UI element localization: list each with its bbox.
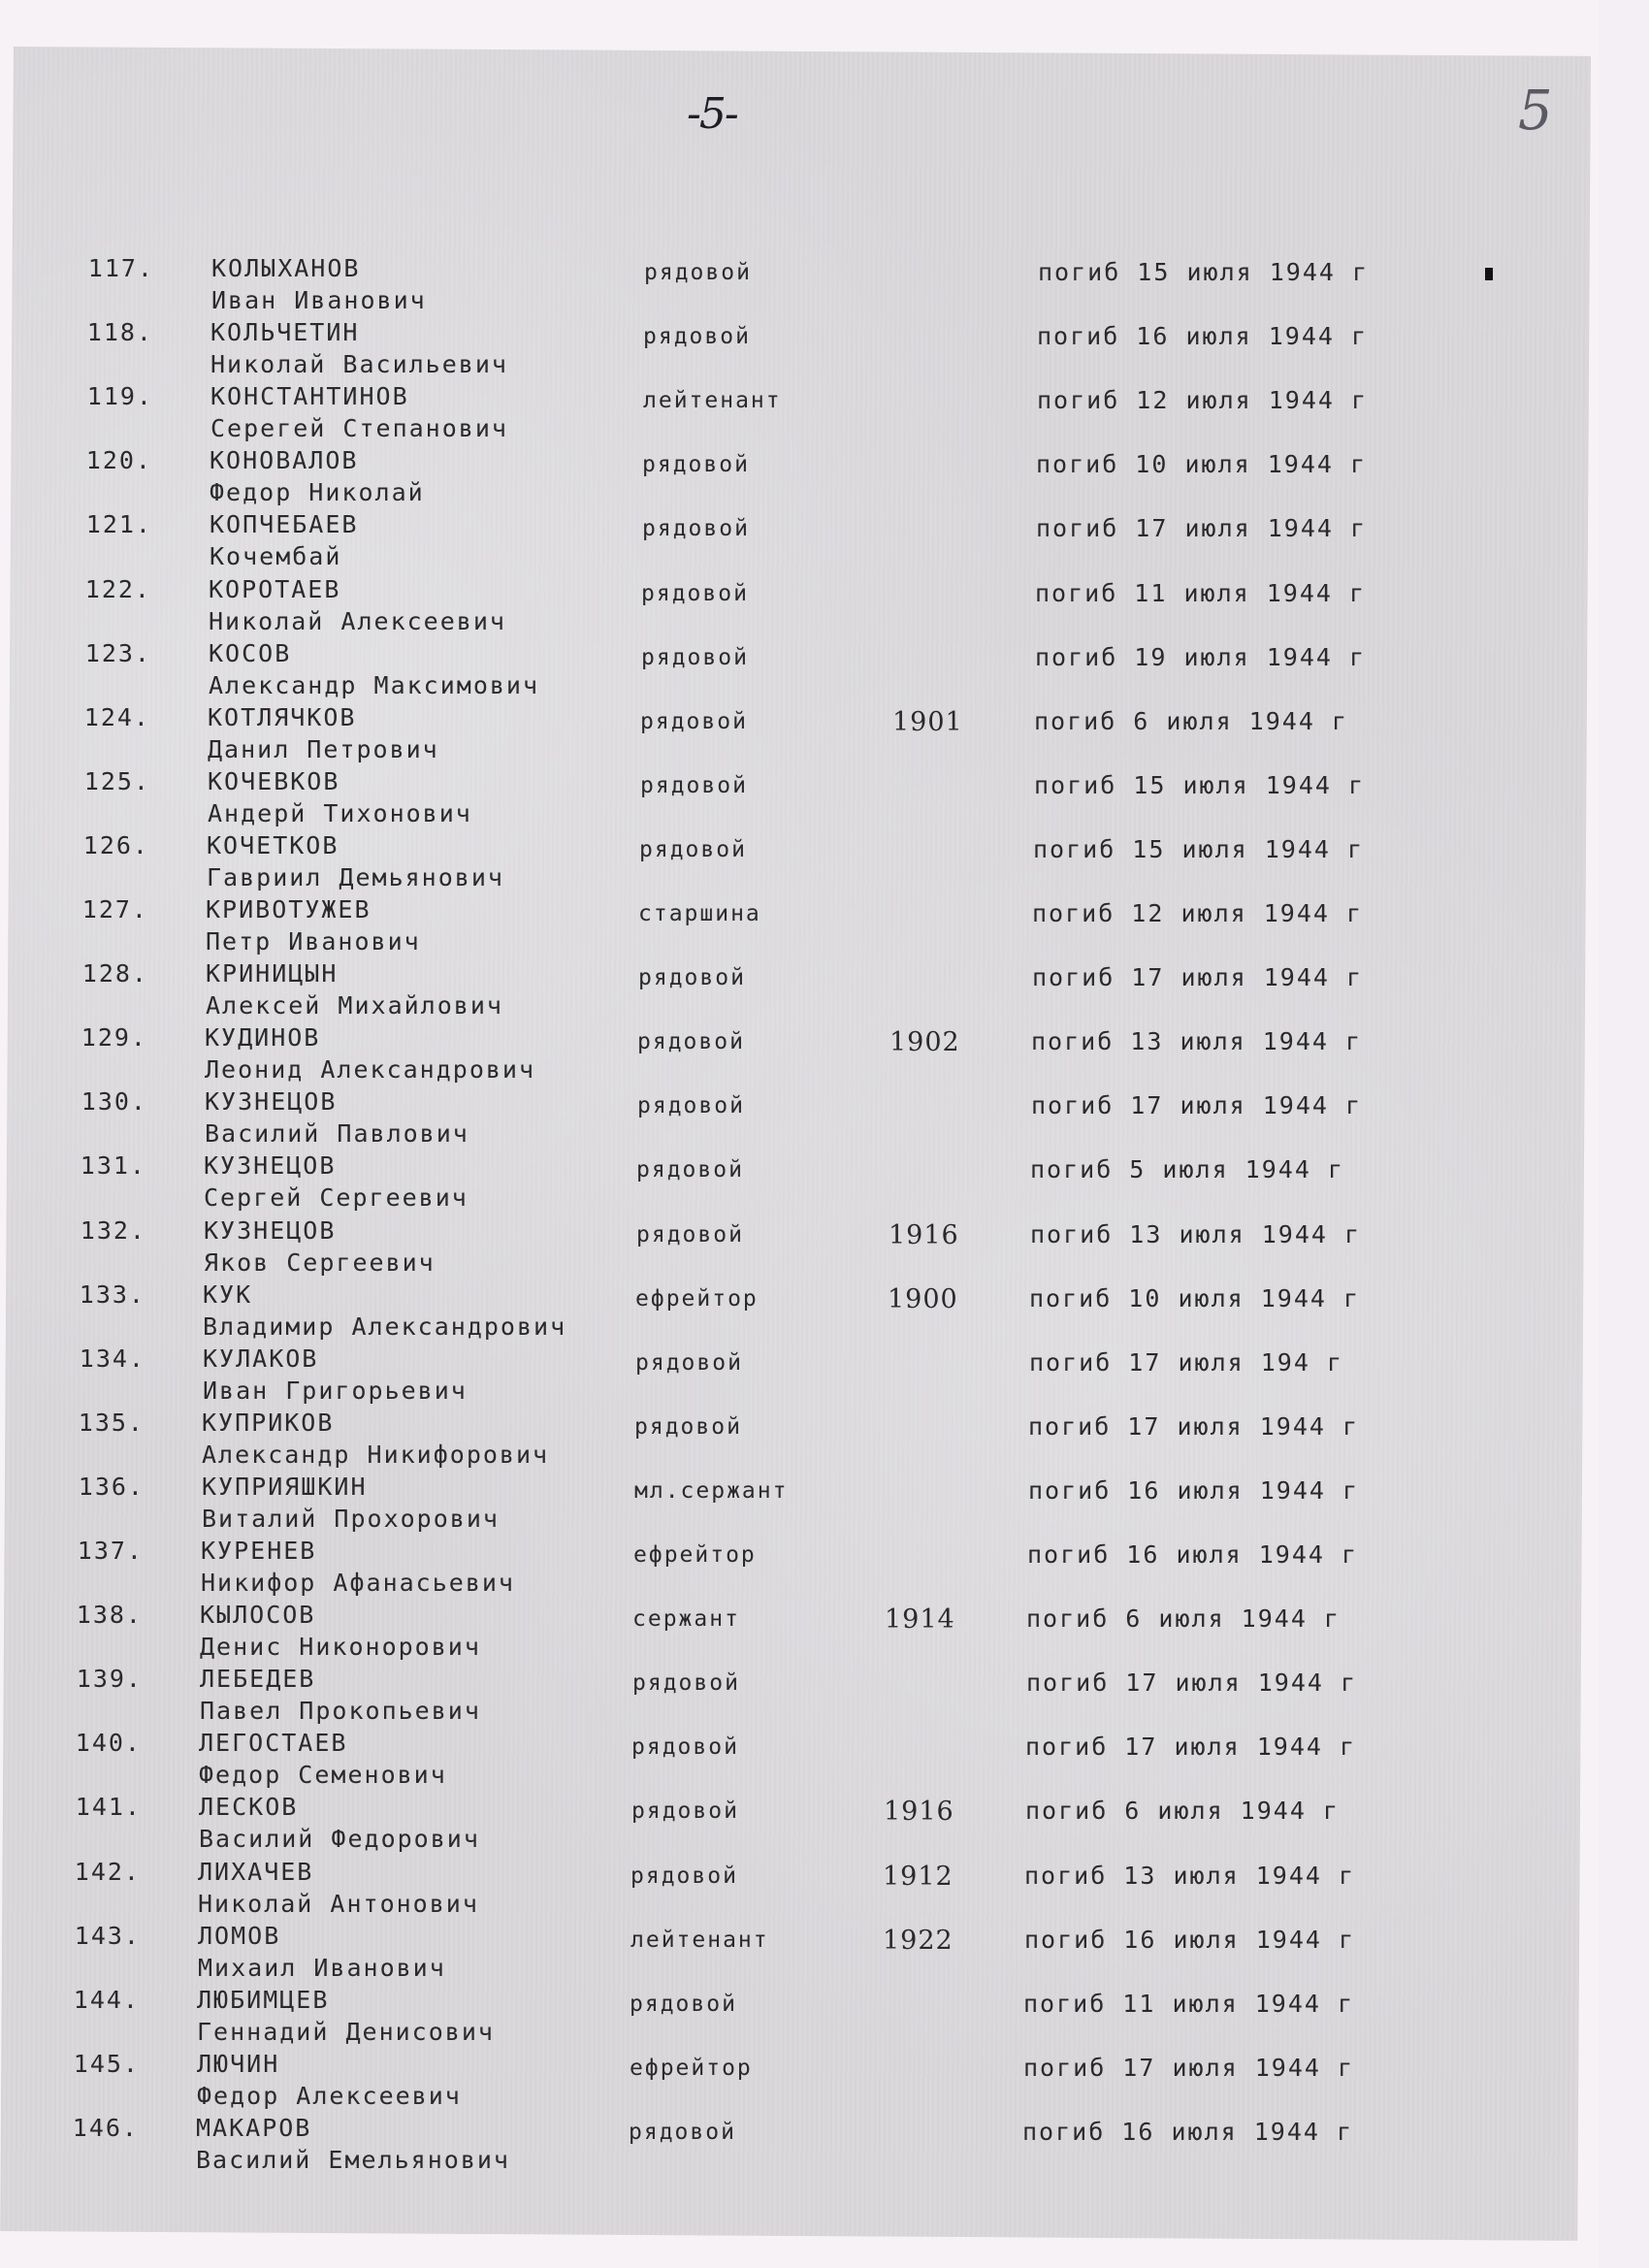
- entry-surname: КРИВОТУЖЕВ: [206, 895, 372, 923]
- list-entry: [0, 895, 1649, 959]
- entry-death-date: погиб 17 июля 1944 г: [1023, 2053, 1355, 2082]
- entry-number: 121.: [85, 510, 152, 539]
- entry-given-name: Сергей Сергеевич: [204, 1183, 469, 1213]
- entry-surname: КРИНИЦЫН: [206, 959, 339, 988]
- entry-death-date: погиб 13 июля 1944 г: [1024, 1861, 1356, 1890]
- entry-surname: ЛЮБИМЦЕВ: [197, 1985, 330, 2014]
- entry-number: 145.: [73, 2049, 140, 2078]
- entry-number: 146.: [72, 2113, 139, 2142]
- entry-rank: рядовой: [631, 1798, 739, 1825]
- entry-given-name: Николай Алексеевич: [209, 606, 506, 635]
- entry-number: 135.: [78, 1408, 145, 1437]
- list-entry: [0, 1793, 1649, 1857]
- entry-death-date: погиб 15 июля 1944 г: [1034, 770, 1366, 799]
- entry-rank: рядовой: [636, 1221, 744, 1247]
- entry-rank: рядовой: [642, 452, 750, 478]
- entry-birth-year: 1916: [884, 1797, 954, 1828]
- entry-given-name: Федор Семенович: [199, 1761, 447, 1790]
- entry-number: 129.: [81, 1023, 147, 1053]
- entry-given-name: Василий Федорович: [199, 1825, 480, 1854]
- entry-number: 120.: [85, 446, 152, 475]
- entry-surname: КОЧЕТКОВ: [207, 830, 340, 859]
- list-entry: [0, 1409, 1649, 1473]
- entry-number: 126.: [82, 830, 149, 859]
- entry-given-name: Геннадий Денисович: [197, 2017, 495, 2046]
- list-entry: [0, 1858, 1649, 1922]
- entry-surname: МАКАРОВ: [196, 2113, 312, 2142]
- entry-surname: КОСОВ: [209, 638, 292, 667]
- entry-given-name: Гавриил Демьянович: [207, 862, 504, 891]
- entry-number: 130.: [81, 1087, 147, 1117]
- entry-death-date: погиб 16 июля 1944 г: [1028, 1475, 1360, 1505]
- entry-rank: рядовой: [641, 580, 749, 606]
- entry-number: 134.: [79, 1344, 146, 1373]
- entry-given-name: Алексей Михайлович: [206, 991, 503, 1021]
- entry-surname: КУПРИЯШКИН: [202, 1472, 368, 1501]
- list-entry: [0, 703, 1649, 767]
- entry-number: 142.: [74, 1857, 141, 1886]
- entry-surname: КУДИНОВ: [205, 1023, 321, 1053]
- list-entry: [0, 831, 1649, 895]
- entry-surname: КУПРИКОВ: [202, 1408, 335, 1437]
- entry-given-name: Андерй Тихонович: [208, 798, 472, 827]
- entry-birth-year: 1922: [883, 1925, 954, 1956]
- entry-rank: рядовой: [638, 965, 746, 991]
- list-entry: [0, 2050, 1649, 2114]
- entry-death-date: погиб 17 июля 194 г: [1029, 1347, 1343, 1377]
- entry-given-name: Федор Николай: [210, 478, 425, 507]
- list-entry: [0, 767, 1649, 831]
- entry-given-name: Василий Павлович: [205, 1119, 469, 1149]
- entry-death-date: погиб 5 июля 1944 г: [1030, 1155, 1344, 1184]
- entry-surname: КЫЛОСОВ: [200, 1601, 316, 1630]
- entry-given-name: Николай Антонович: [198, 1889, 479, 1918]
- entry-number: 122.: [84, 574, 151, 603]
- entry-given-name: Яков Сергеевич: [204, 1247, 436, 1277]
- list-entry: [0, 1986, 1649, 2050]
- entry-rank: рядовой: [643, 324, 751, 350]
- entry-rank: рядовой: [630, 1991, 737, 2017]
- entry-surname: КОЛЫХАНОВ: [211, 254, 361, 282]
- entry-death-date: погиб 6 июля 1944 г: [1026, 1604, 1341, 1634]
- entry-death-date: погиб 6 июля 1944 г: [1034, 706, 1348, 735]
- entry-surname: КОЛЬЧЕТИН: [210, 318, 360, 347]
- list-entry: [0, 1345, 1649, 1409]
- entry-rank: рядовой: [642, 516, 750, 542]
- entry-surname: КУЛАКОВ: [203, 1344, 319, 1373]
- entry-birth-year: 1900: [888, 1283, 958, 1314]
- entry-given-name: Василий Емельянович: [196, 2145, 510, 2174]
- entry-rank: рядовой: [634, 1413, 742, 1440]
- list-entry: [0, 575, 1649, 639]
- entry-death-date: погиб 17 июля 1944 г: [1028, 1411, 1360, 1441]
- entry-death-date: погиб 6 июля 1944 г: [1025, 1797, 1340, 1826]
- entry-birth-year: 1914: [885, 1604, 955, 1636]
- entry-death-date: погиб 17 июля 1944 г: [1026, 1669, 1358, 1698]
- list-entry: [0, 2114, 1649, 2178]
- entry-surname: ЛЕБЕДЕВ: [200, 1665, 316, 1694]
- entry-given-name: Александр Никифорович: [202, 1440, 550, 1469]
- entry-number: 140.: [75, 1729, 142, 1758]
- entry-surname: КОПЧЕБАЕВ: [210, 510, 359, 539]
- list-entry: [0, 254, 1649, 318]
- list-entry: [0, 510, 1649, 574]
- entry-rank: лейтенант: [643, 388, 782, 414]
- list-entry: [0, 446, 1649, 510]
- list-entry: [0, 1729, 1649, 1793]
- entry-number: 125.: [83, 766, 150, 795]
- entry-surname: ЛИХАЧЕВ: [198, 1857, 314, 1886]
- list-entry: [0, 318, 1649, 382]
- entry-rank: сержант: [632, 1606, 740, 1633]
- list-entry: [0, 1023, 1649, 1087]
- entry-birth-year: 1901: [892, 706, 963, 737]
- sheet-number-handwritten: 5: [1518, 80, 1553, 143]
- entry-death-date: погиб 11 июля 1944 г: [1023, 1989, 1355, 2018]
- entry-number: 144.: [73, 1985, 140, 2014]
- entry-rank: ефрейтор: [633, 1542, 757, 1568]
- entry-given-name: Виталий Прохорович: [202, 1504, 500, 1533]
- entry-given-name: Серегей Степанович: [210, 414, 508, 443]
- entry-death-date: погиб 15 июля 1944 г: [1033, 834, 1365, 863]
- entry-surname: КОРОТАЕВ: [209, 574, 341, 603]
- list-entry: [0, 639, 1649, 703]
- entry-death-date: погиб 12 июля 1944 г: [1037, 386, 1369, 415]
- entry-surname: КУЗНЕЦОВ: [204, 1215, 337, 1245]
- entry-death-date: погиб 16 июля 1944 г: [1022, 2117, 1354, 2146]
- entry-number: 137.: [77, 1537, 144, 1565]
- entry-surname: КОНОВАЛОВ: [210, 446, 359, 475]
- entry-number: 136.: [78, 1472, 145, 1501]
- entry-rank: рядовой: [640, 708, 748, 734]
- entry-rank: рядовой: [635, 1349, 743, 1376]
- entry-rank: рядовой: [637, 1093, 745, 1119]
- entry-number: 141.: [75, 1793, 142, 1822]
- entry-death-date: погиб 13 июля 1944 г: [1030, 1219, 1362, 1248]
- entry-death-date: погиб 11 июля 1944 г: [1035, 578, 1367, 607]
- entry-rank: рядовой: [631, 1734, 739, 1761]
- list-entry: [0, 1216, 1649, 1280]
- entry-surname: КУЗНЕЦОВ: [204, 1151, 337, 1181]
- entry-number: 132.: [80, 1215, 146, 1245]
- entry-death-date: погиб 16 июля 1944 г: [1027, 1540, 1359, 1569]
- entry-rank: лейтенант: [630, 1927, 769, 1953]
- entry-death-date: погиб 16 июля 1944 г: [1037, 322, 1369, 351]
- entry-death-date: погиб 17 июля 1944 г: [1036, 514, 1368, 543]
- entry-number: 131.: [80, 1151, 146, 1181]
- entry-surname: КОНСТАНТИНОВ: [210, 382, 409, 411]
- entry-death-date: погиб 17 июля 1944 г: [1031, 1091, 1363, 1120]
- entry-death-date: погиб 12 июля 1944 г: [1032, 899, 1364, 927]
- entry-rank: рядовой: [639, 836, 747, 862]
- entry-number: 143.: [74, 1921, 141, 1950]
- entry-given-name: Иван Григорьевич: [203, 1376, 468, 1405]
- entry-surname: ЛЕГОСТАЕВ: [199, 1729, 348, 1758]
- entry-surname: ЛОМОВ: [198, 1921, 281, 1950]
- entry-rank: рядовой: [644, 260, 752, 285]
- entry-surname: КУРЕНЕВ: [201, 1537, 317, 1565]
- entry-given-name: Никифор Афанасьевич: [201, 1569, 515, 1597]
- entry-birth-year: 1912: [883, 1861, 954, 1892]
- entry-surname: ЛЕСКОВ: [199, 1793, 299, 1822]
- entry-number: 118.: [86, 318, 153, 347]
- entry-number: 138.: [76, 1601, 143, 1630]
- entry-number: 117.: [87, 254, 154, 282]
- entry-given-name: Николай Васильевич: [210, 350, 508, 379]
- entry-given-name: Кочембай: [210, 542, 342, 571]
- entry-number: 119.: [86, 382, 153, 411]
- entry-given-name: Иван Иванович: [211, 286, 427, 314]
- entry-number: 124.: [83, 702, 150, 731]
- entry-surname: КУЗНЕЦОВ: [205, 1087, 338, 1117]
- entry-rank: рядовой: [641, 644, 749, 670]
- entry-rank: рядовой: [629, 2119, 736, 2145]
- entry-surname: КОЧЕВКОВ: [208, 766, 340, 795]
- entry-death-date: погиб 16 июля 1944 г: [1024, 1925, 1356, 1954]
- entry-given-name: Федор Алексеевич: [197, 2081, 462, 2110]
- entry-death-date: погиб 10 июля 1944 г: [1029, 1283, 1361, 1312]
- list-entry: [0, 382, 1649, 446]
- entry-given-name: Михаил Иванович: [198, 1953, 446, 1982]
- entry-death-date: погиб 17 июля 1944 г: [1032, 963, 1364, 992]
- list-entry: [0, 1087, 1649, 1151]
- entry-number: 127.: [81, 895, 148, 923]
- list-entry: [0, 1665, 1649, 1729]
- list-entry: [0, 1537, 1649, 1601]
- entry-birth-year: 1916: [889, 1219, 959, 1250]
- entry-death-date: погиб 15 июля 1944 г: [1038, 258, 1370, 286]
- entry-rank: рядовой: [632, 1670, 740, 1697]
- entry-number: 139.: [76, 1665, 143, 1694]
- entry-number: 123.: [84, 638, 151, 667]
- entry-rank: старшина: [638, 901, 761, 926]
- entry-given-name: Павел Прокопьевич: [200, 1697, 481, 1726]
- entry-rank: рядовой: [637, 1029, 745, 1055]
- page-marker: -5-: [687, 89, 737, 139]
- entry-given-name: Александр Максимович: [209, 670, 540, 699]
- entry-given-name: Владимир Александрович: [203, 1312, 567, 1341]
- entry-death-date: погиб 10 июля 1944 г: [1036, 450, 1368, 479]
- entry-given-name: Леонид Александрович: [205, 1055, 536, 1085]
- list-entry: [0, 1922, 1649, 1986]
- entry-rank: рядовой: [630, 1863, 738, 1889]
- entry-rank: ефрейтор: [630, 2055, 753, 2081]
- entry-given-name: Данил Петрович: [208, 734, 439, 763]
- list-entry: [0, 1151, 1649, 1215]
- entry-surname: КУК: [203, 1280, 253, 1309]
- entry-birth-year: 1902: [889, 1027, 960, 1058]
- entry-rank: рядовой: [640, 772, 748, 798]
- list-entry: [0, 1601, 1649, 1665]
- entry-rank: мл.сержант: [634, 1477, 789, 1504]
- entry-death-date: погиб 17 июля 1944 г: [1025, 1733, 1357, 1762]
- entry-death-date: погиб 13 июля 1944 г: [1031, 1027, 1363, 1056]
- entry-number: 128.: [81, 959, 148, 988]
- list-entry: [0, 1280, 1649, 1345]
- entry-death-date: погиб 19 июля 1944 г: [1035, 642, 1367, 671]
- entry-number: 133.: [79, 1280, 146, 1309]
- entry-rank: ефрейтор: [635, 1285, 759, 1312]
- entry-surname: ЛЮЧИН: [197, 2049, 280, 2078]
- entry-rank: рядовой: [636, 1157, 744, 1183]
- list-entry: [0, 1473, 1649, 1537]
- list-entry: [0, 959, 1649, 1023]
- entry-given-name: Денис Никонорович: [200, 1633, 481, 1662]
- entry-given-name: Петр Иванович: [206, 927, 421, 956]
- entry-surname: КОТЛЯЧКОВ: [208, 702, 357, 731]
